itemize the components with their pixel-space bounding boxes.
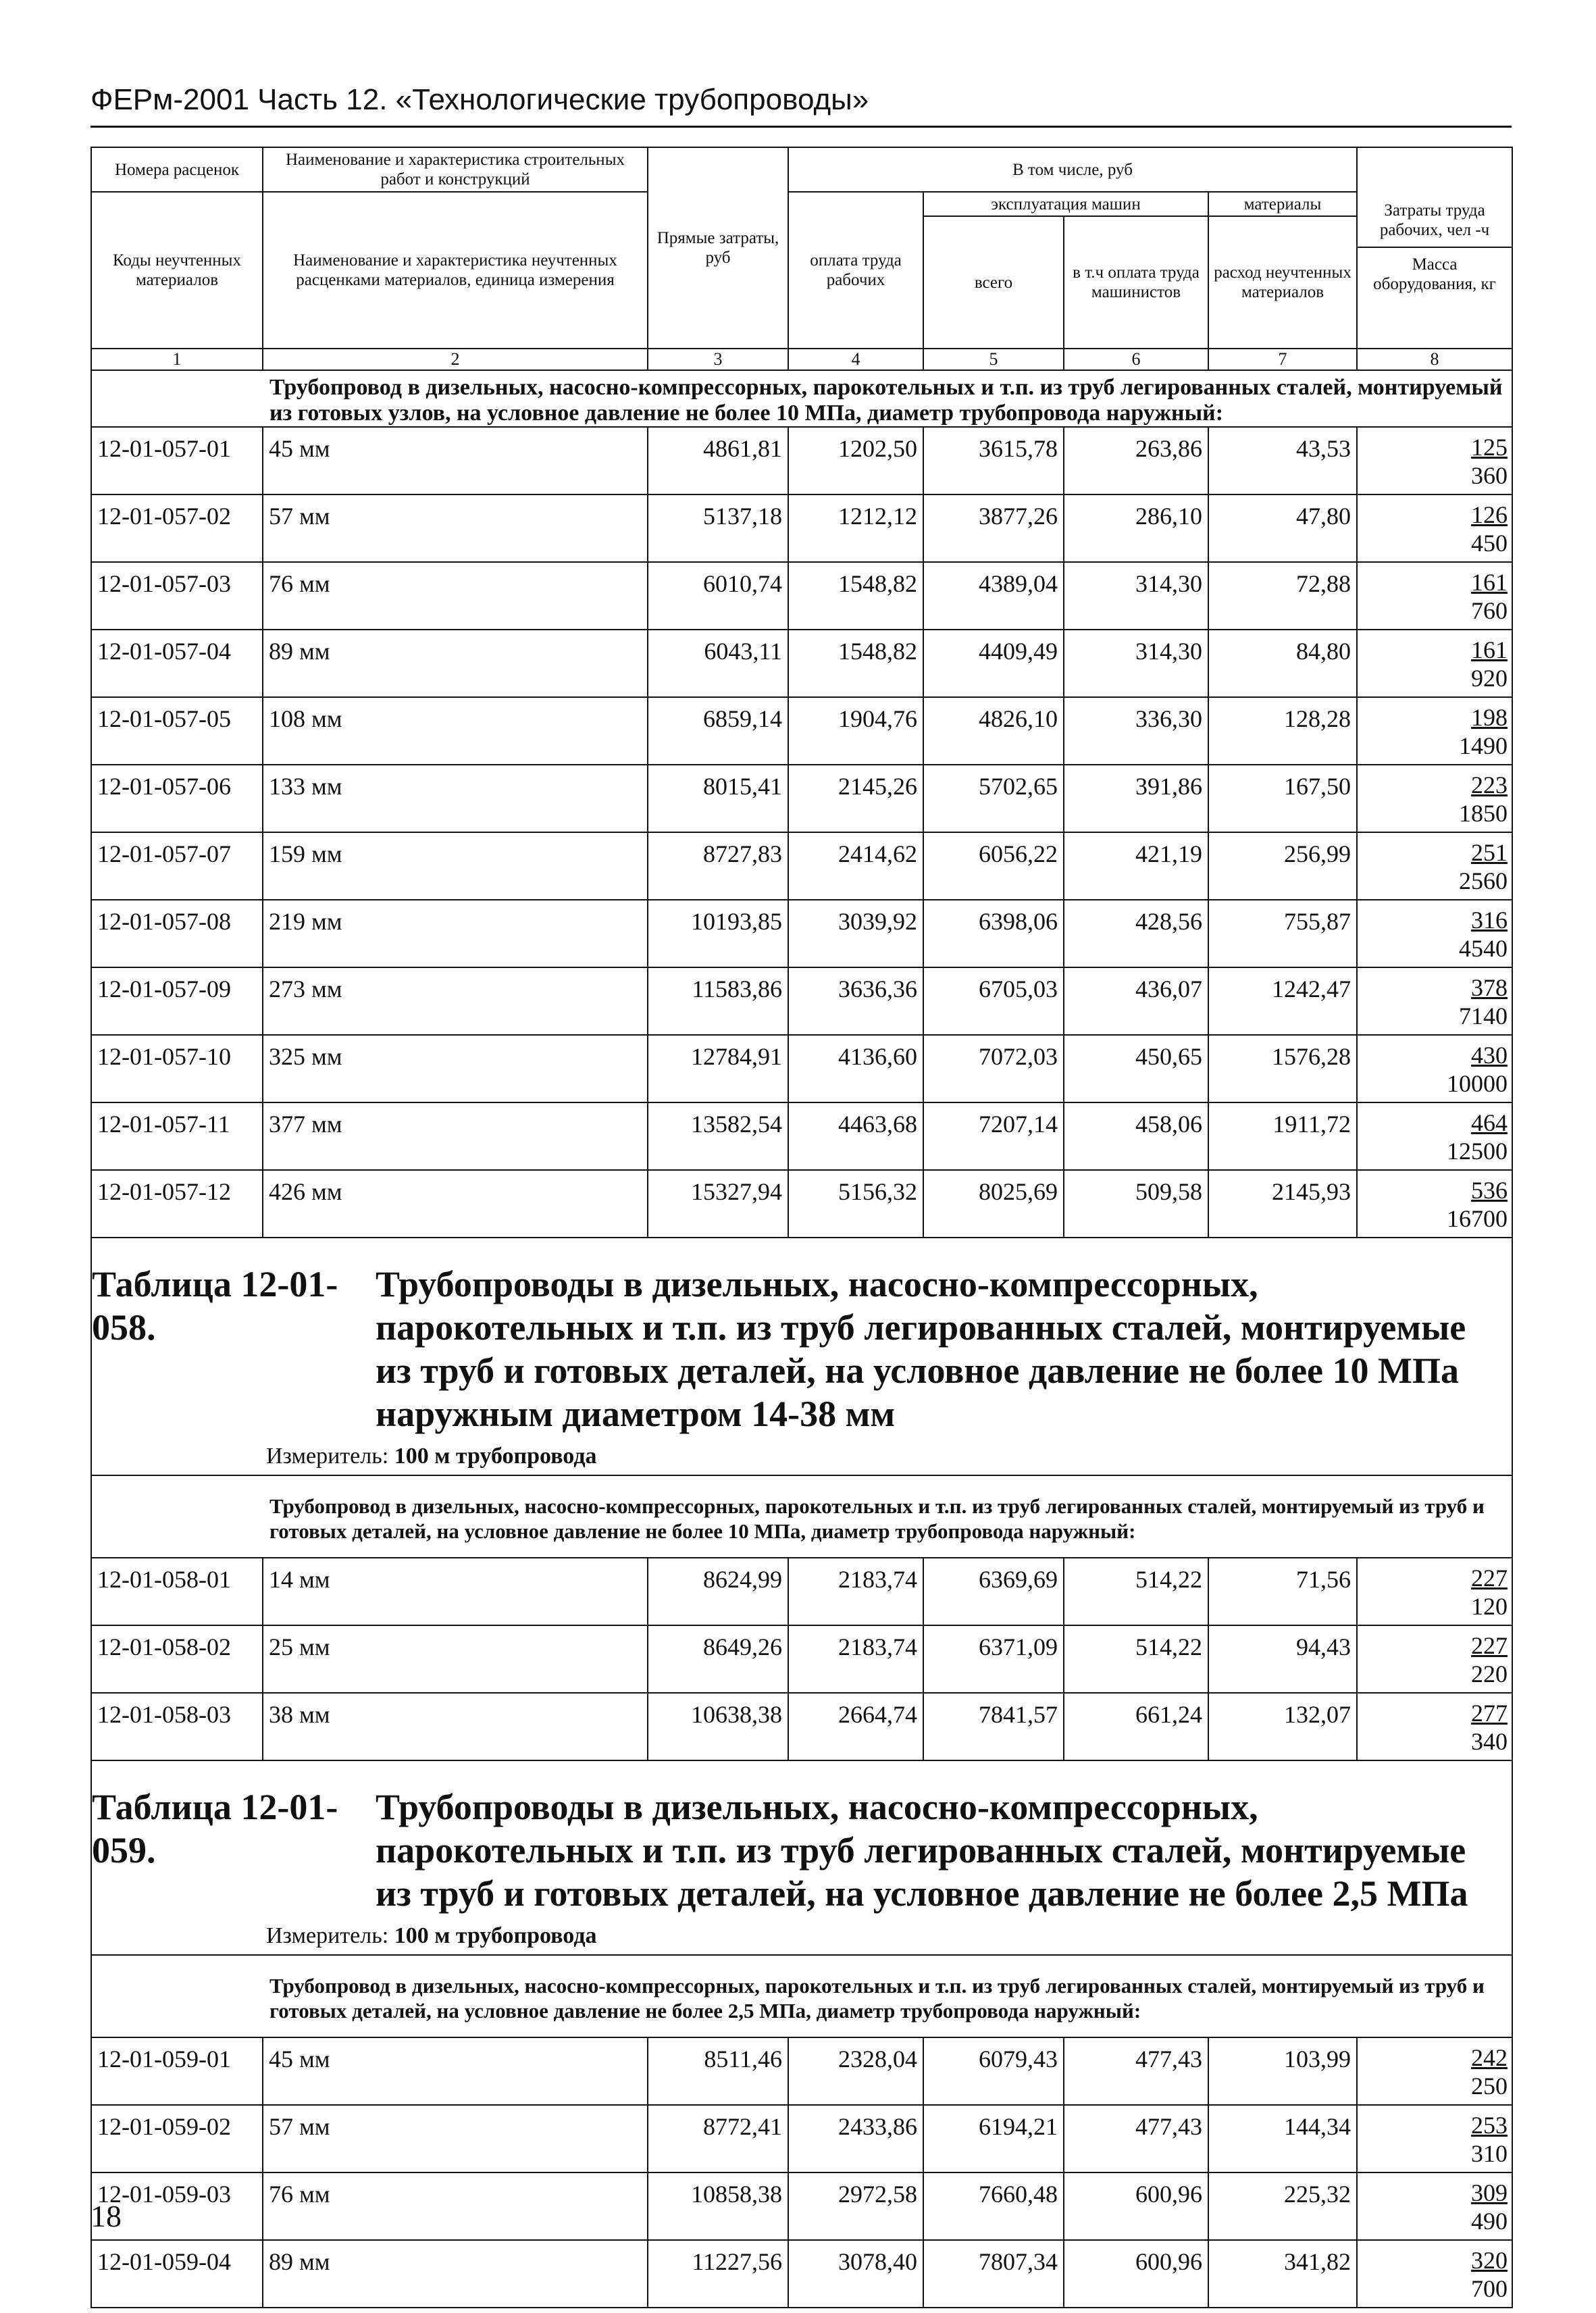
direct-costs-value: 6010,74	[648, 562, 788, 630]
labor-pay-value: 3039,92	[788, 900, 923, 967]
table-row	[91, 2037, 1512, 2105]
direct-costs-value: 11227,56	[648, 2240, 788, 2308]
row-name: 57 мм	[263, 494, 648, 562]
table-row	[91, 630, 1512, 697]
direct-costs-value: 13582,54	[648, 1102, 788, 1170]
labor-pay-value: 1548,82	[788, 562, 923, 630]
mass-value: 4540	[1459, 935, 1508, 962]
labor-pay-value: 2414,62	[788, 832, 923, 900]
rate-code: 12-01-057-12	[91, 1170, 263, 1238]
mass-value: 760	[1471, 597, 1508, 624]
header-mass: Масса оборудования, кг	[1373, 255, 1496, 293]
direct-costs-value: 5137,18	[648, 494, 788, 562]
mass-value: 220	[1471, 1660, 1508, 1687]
labor-mass-value	[1357, 1170, 1512, 1238]
mass-value: 16700	[1447, 1205, 1508, 1232]
header-machines: эксплуатация машин	[923, 192, 1208, 216]
labor-hours-value: 320	[1471, 2247, 1508, 2274]
labor-hours-value: 227	[1471, 1632, 1508, 1659]
direct-costs-value: 8727,83	[648, 832, 788, 900]
operators-pay-value: 514,22	[1064, 1558, 1208, 1625]
direct-costs-value: 10638,38	[648, 1693, 788, 1760]
column-number: 6	[1064, 349, 1208, 370]
table-058-title-text: Трубопроводы в дизельных, насосно-компрессорных, парокотельных и т.п. из труб легированных сталей, монтируемые из труб и готовых деталей, на условное давление не более 10 МПа наружным диаметром 14-38 мм	[376, 1264, 1466, 1434]
table-row	[91, 765, 1512, 832]
rate-code: 12-01-058-01	[91, 1558, 263, 1625]
materials-value: 1576,28	[1208, 1035, 1357, 1102]
mass-value: 10000	[1447, 1070, 1508, 1097]
labor-hours-value: 161	[1471, 636, 1508, 663]
materials-value: 71,56	[1208, 1558, 1357, 1625]
header-machines-total: всего	[923, 216, 1064, 349]
labor-hours-value: 251	[1471, 839, 1508, 866]
group-title: Трубопровод в дизельных, насосно-компрессорных, парокотельных и т.п. из труб легированных сталей, монтируемый из готовых узлов, на условное давление не более 10 МПа, диаметр трубопровода наружный:	[263, 370, 1512, 427]
direct-costs-value: 6859,14	[648, 697, 788, 765]
rate-code: 12-01-057-08	[91, 900, 263, 967]
row-name: 57 мм	[263, 2105, 648, 2172]
table-row	[91, 2240, 1512, 2308]
mass-value: 250	[1471, 2073, 1508, 2100]
machines-total-value: 7207,14	[923, 1102, 1064, 1170]
column-number: 8	[1357, 349, 1512, 370]
mass-value: 310	[1471, 2140, 1508, 2167]
header-labor-hours: Затраты труда рабочих, чел -ч	[1358, 195, 1512, 248]
labor-mass-value	[1357, 427, 1512, 494]
table-row	[91, 2105, 1512, 2172]
rate-code: 12-01-059-04	[91, 2240, 263, 2308]
table-row	[91, 1170, 1512, 1238]
rates-table	[91, 147, 1513, 2308]
labor-hours-value: 378	[1471, 974, 1508, 1001]
materials-value: 2145,93	[1208, 1170, 1357, 1238]
group-title-row	[91, 1955, 1512, 2037]
rate-code: 12-01-057-06	[91, 765, 263, 832]
direct-costs-value: 8772,41	[648, 2105, 788, 2172]
materials-value: 128,28	[1208, 697, 1357, 765]
machines-total-value: 7841,57	[923, 1693, 1064, 1760]
labor-hours-value: 198	[1471, 704, 1508, 731]
table-row	[91, 1558, 1512, 1625]
row-name: 45 мм	[263, 2037, 648, 2105]
table-059-measure	[92, 1921, 1512, 1954]
rate-code: 12-01-057-07	[91, 832, 263, 900]
running-head: ФЕРм-2001 Часть 12. «Технологические трубопроводы»	[91, 83, 869, 116]
labor-mass-value	[1357, 1558, 1512, 1625]
header-material-name: Наименование и характеристика неучтенных расценками материалов, единица измерения	[263, 192, 648, 349]
rows-057	[91, 427, 1512, 1238]
header-operators-pay: в т.ч оплата труда машинистов	[1064, 216, 1208, 349]
table-row	[91, 697, 1512, 765]
mass-value: 2560	[1459, 867, 1508, 894]
direct-costs-value: 10858,38	[648, 2172, 788, 2240]
rows-059	[91, 2037, 1512, 2308]
labor-pay-value: 5156,32	[788, 1170, 923, 1238]
labor-hours-value: 161	[1471, 569, 1508, 596]
labor-pay-value: 1202,50	[788, 427, 923, 494]
machines-total-value: 6705,03	[923, 967, 1064, 1035]
labor-hours-value: 430	[1471, 1042, 1508, 1069]
table-row	[91, 967, 1512, 1035]
header-direct-costs: Прямые затраты, руб	[648, 147, 788, 349]
labor-pay-value: 2145,26	[788, 765, 923, 832]
header-row-1	[91, 147, 1512, 192]
operators-pay-value: 600,96	[1064, 2172, 1208, 2240]
materials-value: 94,43	[1208, 1625, 1357, 1693]
operators-pay-value: 509,58	[1064, 1170, 1208, 1238]
operators-pay-value: 514,22	[1064, 1625, 1208, 1693]
mass-value: 920	[1471, 665, 1508, 692]
labor-hours-value: 125	[1471, 434, 1508, 461]
mass-value: 340	[1471, 1728, 1508, 1755]
table-row	[91, 1102, 1512, 1170]
labor-pay-value: 2972,58	[788, 2172, 923, 2240]
column-number: 5	[923, 349, 1064, 370]
operators-pay-value: 661,24	[1064, 1693, 1208, 1760]
operators-pay-value: 336,30	[1064, 697, 1208, 765]
rate-code: 12-01-057-09	[91, 967, 263, 1035]
mass-value: 7140	[1459, 1002, 1508, 1030]
group-title: Трубопровод в дизельных, насосно-компрессорных, парокотельных и т.п. из труб легированных сталей, монтируемый из труб и готовых деталей, на условное давление не более 2,5 МПа, диаметр трубопровода наружный:	[263, 1955, 1512, 2037]
column-number: 3	[648, 349, 788, 370]
materials-value: 47,80	[1208, 494, 1357, 562]
machines-total-value: 3877,26	[923, 494, 1064, 562]
table-row	[91, 427, 1512, 494]
labor-hours-value: 227	[1471, 1565, 1508, 1592]
direct-costs-value: 8511,46	[648, 2037, 788, 2105]
labor-mass-value	[1357, 2105, 1512, 2172]
table-059-label: Таблица 12-01-059.	[92, 1787, 338, 1871]
operators-pay-value: 428,56	[1064, 900, 1208, 967]
labor-hours-value: 277	[1471, 1700, 1508, 1727]
direct-costs-value: 8015,41	[648, 765, 788, 832]
header-including: В том числе, руб	[788, 147, 1357, 192]
machines-total-value: 6398,06	[923, 900, 1064, 967]
column-number: 2	[263, 349, 648, 370]
row-name: 219 мм	[263, 900, 648, 967]
labor-mass-value	[1357, 765, 1512, 832]
operators-pay-value: 314,30	[1064, 630, 1208, 697]
direct-costs-value: 6043,11	[648, 630, 788, 697]
row-name: 89 мм	[263, 2240, 648, 2308]
machines-total-value: 8025,69	[923, 1170, 1064, 1238]
machines-total-value: 7807,34	[923, 2240, 1064, 2308]
machines-total-value: 7660,48	[923, 2172, 1064, 2240]
labor-mass-value	[1357, 1102, 1512, 1170]
row-name: 325 мм	[263, 1035, 648, 1102]
machines-total-value: 7072,03	[923, 1035, 1064, 1102]
header-labor-pay: оплата труда рабочих	[788, 192, 923, 349]
table-row	[91, 1035, 1512, 1102]
labor-pay-value: 2433,86	[788, 2105, 923, 2172]
operators-pay-value: 314,30	[1064, 562, 1208, 630]
operators-pay-value: 477,43	[1064, 2037, 1208, 2105]
group-title-row	[91, 370, 1512, 427]
operators-pay-value: 263,86	[1064, 427, 1208, 494]
measure-label: Измеритель:	[266, 1444, 389, 1469]
rate-code: 12-01-058-03	[91, 1693, 263, 1760]
machines-total-value: 6369,69	[923, 1558, 1064, 1625]
row-name: 159 мм	[263, 832, 648, 900]
header-rate-numbers: Номера расценок	[91, 147, 263, 192]
labor-hours-value: 223	[1471, 771, 1508, 798]
table-row	[91, 2172, 1512, 2240]
table-row	[91, 1625, 1512, 1693]
row-name: 133 мм	[263, 765, 648, 832]
rate-code: 12-01-057-10	[91, 1035, 263, 1102]
machines-total-value: 6371,09	[923, 1625, 1064, 1693]
materials-value: 72,88	[1208, 562, 1357, 630]
mass-value: 12500	[1447, 1138, 1508, 1165]
labor-mass-value	[1357, 2172, 1512, 2240]
materials-value: 755,87	[1208, 900, 1357, 967]
table-row	[91, 900, 1512, 967]
table-row	[91, 1693, 1512, 1760]
operators-pay-value: 458,06	[1064, 1102, 1208, 1170]
labor-pay-value: 2183,74	[788, 1558, 923, 1625]
materials-value: 256,99	[1208, 832, 1357, 900]
operators-pay-value: 421,19	[1064, 832, 1208, 900]
machines-total-value: 5702,65	[923, 765, 1064, 832]
labor-mass-value	[1357, 900, 1512, 967]
row-name: 45 мм	[263, 427, 648, 494]
row-name: 38 мм	[263, 1693, 648, 1760]
header-rule	[91, 126, 1512, 128]
labor-mass-value	[1357, 1035, 1512, 1102]
labor-hours-value: 126	[1471, 501, 1508, 528]
rate-code: 12-01-057-04	[91, 630, 263, 697]
labor-pay-value: 1904,76	[788, 697, 923, 765]
labor-mass-value	[1357, 630, 1512, 697]
materials-value: 1911,72	[1208, 1102, 1357, 1170]
measure-value: 100 м трубопровода	[394, 1923, 597, 1948]
labor-hours-value: 253	[1471, 2112, 1508, 2139]
mass-value: 1850	[1459, 800, 1508, 827]
labor-mass-value	[1357, 2240, 1512, 2308]
rate-code: 12-01-057-01	[91, 427, 263, 494]
operators-pay-value: 477,43	[1064, 2105, 1208, 2172]
direct-costs-value: 12784,91	[648, 1035, 788, 1102]
row-name: 14 мм	[263, 1558, 648, 1625]
header-work-name: Наименование и характеристика строительных работ и конструкций	[263, 147, 648, 192]
machines-total-value: 4409,49	[923, 630, 1064, 697]
materials-value: 84,80	[1208, 630, 1357, 697]
header-material-consumption: расход неучтенных материалов	[1208, 216, 1357, 349]
materials-value: 103,99	[1208, 2037, 1357, 2105]
labor-mass-value	[1357, 562, 1512, 630]
machines-total-value: 6079,43	[923, 2037, 1064, 2105]
row-name: 25 мм	[263, 1625, 648, 1693]
mass-value: 360	[1471, 462, 1508, 489]
row-name: 89 мм	[263, 630, 648, 697]
materials-value: 341,82	[1208, 2240, 1357, 2308]
measure-value: 100 м трубопровода	[394, 1444, 597, 1469]
labor-pay-value: 2664,74	[788, 1693, 923, 1760]
labor-pay-value: 2183,74	[788, 1625, 923, 1693]
rate-code: 12-01-059-02	[91, 2105, 263, 2172]
table-058-title-block	[91, 1238, 1512, 1475]
labor-mass-value	[1357, 832, 1512, 900]
measure-label: Измеритель:	[266, 1923, 389, 1948]
labor-mass-value	[1357, 697, 1512, 765]
direct-costs-value: 11583,86	[648, 967, 788, 1035]
table-058-label: Таблица 12-01-058.	[92, 1264, 338, 1348]
mass-value: 120	[1471, 1593, 1508, 1620]
table-059-title-text: Трубопроводы в дизельных, насосно-компрессорных, парокотельных и т.п. из труб легированных сталей, монтируемые из труб и готовых деталей, на условное давление не более 2,5 МПа	[376, 1787, 1468, 1914]
operators-pay-value: 286,10	[1064, 494, 1208, 562]
page-number: 18	[91, 2199, 122, 2233]
direct-costs-value: 15327,94	[648, 1170, 788, 1238]
operators-pay-value: 436,07	[1064, 967, 1208, 1035]
labor-hours-value: 536	[1471, 1177, 1508, 1204]
materials-value: 43,53	[1208, 427, 1357, 494]
labor-mass-value	[1357, 494, 1512, 562]
labor-pay-value: 3078,40	[788, 2240, 923, 2308]
row-name: 377 мм	[263, 1102, 648, 1170]
direct-costs-value: 10193,85	[648, 900, 788, 967]
machines-total-value: 3615,78	[923, 427, 1064, 494]
rate-code: 12-01-057-03	[91, 562, 263, 630]
materials-value: 132,07	[1208, 1693, 1357, 1760]
table-059-title	[92, 1761, 1512, 1921]
machines-total-value: 4826,10	[923, 697, 1064, 765]
table-058-measure	[92, 1441, 1512, 1475]
group-title: Трубопровод в дизельных, насосно-компрессорных, парокотельных и т.п. из труб легированных сталей, монтируемый из труб и готовых деталей, на условное давление не более 10 МПа, диаметр трубопровода наружный:	[263, 1475, 1512, 1558]
operators-pay-value: 450,65	[1064, 1035, 1208, 1102]
row-name: 426 мм	[263, 1170, 648, 1238]
header-row-2	[91, 192, 1512, 216]
rows-058	[91, 1558, 1512, 1760]
labor-pay-value: 4136,60	[788, 1035, 923, 1102]
materials-value: 144,34	[1208, 2105, 1357, 2172]
operators-pay-value: 600,96	[1064, 2240, 1208, 2308]
rate-code: 12-01-057-11	[91, 1102, 263, 1170]
document-page	[91, 81, 1512, 2308]
labor-hours-value: 309	[1471, 2179, 1508, 2206]
labor-hours-value: 242	[1471, 2044, 1508, 2071]
labor-pay-value: 1212,12	[788, 494, 923, 562]
rate-code: 12-01-059-01	[91, 2037, 263, 2105]
rate-code: 12-01-059-03	[91, 2172, 263, 2240]
direct-costs-value: 8624,99	[648, 1558, 788, 1625]
group-title-row	[91, 1475, 1512, 1558]
row-name: 76 мм	[263, 2172, 648, 2240]
machines-total-value: 4389,04	[923, 562, 1064, 630]
header-material-codes: Коды неучтенных материалов	[91, 192, 263, 349]
mass-value: 450	[1471, 530, 1508, 557]
materials-value: 225,32	[1208, 2172, 1357, 2240]
machines-total-value: 6056,22	[923, 832, 1064, 900]
labor-mass-value	[1357, 967, 1512, 1035]
labor-pay-value: 1548,82	[788, 630, 923, 697]
materials-value: 1242,47	[1208, 967, 1357, 1035]
operators-pay-value: 391,86	[1064, 765, 1208, 832]
rate-code: 12-01-057-02	[91, 494, 263, 562]
rate-code: 12-01-058-02	[91, 1625, 263, 1693]
table-059-title-block	[91, 1760, 1512, 1955]
labor-hours-value: 464	[1471, 1109, 1508, 1136]
column-numbers-row	[91, 349, 1512, 370]
rate-code: 12-01-057-05	[91, 697, 263, 765]
table-row	[91, 494, 1512, 562]
labor-pay-value: 4463,68	[788, 1102, 923, 1170]
column-number: 7	[1208, 349, 1357, 370]
labor-mass-value	[1357, 1693, 1512, 1760]
materials-value: 167,50	[1208, 765, 1357, 832]
header-labor-mass	[1357, 147, 1512, 349]
labor-mass-value	[1357, 2037, 1512, 2105]
labor-pay-value: 2328,04	[788, 2037, 923, 2105]
direct-costs-value: 4861,81	[648, 427, 788, 494]
mass-value: 490	[1471, 2208, 1508, 2235]
column-number: 4	[788, 349, 923, 370]
column-number: 1	[91, 349, 263, 370]
mass-value: 1490	[1459, 732, 1508, 759]
table-row	[91, 832, 1512, 900]
header-materials: материалы	[1208, 192, 1357, 216]
table-row	[91, 562, 1512, 630]
labor-hours-value: 316	[1471, 907, 1508, 934]
machines-total-value: 6194,21	[923, 2105, 1064, 2172]
mass-value: 700	[1471, 2275, 1508, 2302]
labor-pay-value: 3636,36	[788, 967, 923, 1035]
row-name: 273 мм	[263, 967, 648, 1035]
row-name: 108 мм	[263, 697, 648, 765]
labor-mass-value	[1357, 1625, 1512, 1693]
table-058-title	[92, 1238, 1512, 1441]
row-name: 76 мм	[263, 562, 648, 630]
direct-costs-value: 8649,26	[648, 1625, 788, 1693]
